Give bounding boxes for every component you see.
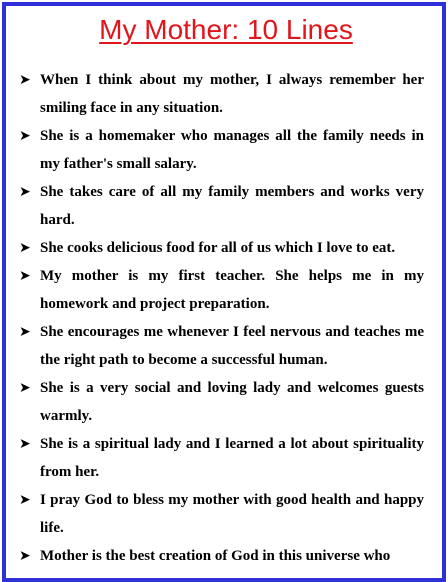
arrow-bullet-icon: ➤ (19, 324, 31, 340)
arrow-bullet-icon: ➤ (19, 268, 31, 284)
page-title (6, 13, 446, 47)
list-item (6, 542, 446, 570)
arrow-bullet-icon: ➤ (19, 436, 31, 452)
list-item (6, 262, 446, 318)
list-item-text: She is a very social and loving lady and welcomes guests warmly. (40, 380, 424, 424)
list-item (6, 486, 446, 542)
lines-list (6, 66, 446, 570)
list-item (6, 234, 446, 262)
list-item-text: My mother is my first teacher. She helps me in my homework and project preparation. (40, 268, 424, 312)
arrow-bullet-icon: ➤ (19, 240, 31, 256)
content-frame (2, 2, 446, 582)
list-item-text: She encourages me whenever I feel nervous and teaches me the right path to become a successful human. (40, 324, 424, 368)
arrow-bullet-icon: ➤ (19, 72, 31, 88)
list-item-text: She is a spiritual lady and I learned a lot about spirituality from her. (40, 436, 424, 480)
arrow-bullet-icon: ➤ (19, 128, 31, 144)
list-item (6, 122, 446, 178)
list-item-text: She cooks delicious food for all of us which I love to eat. (40, 240, 396, 256)
list-item-text: When I think about my mother, I always remember her smiling face in any situation. (40, 72, 424, 116)
list-item (6, 178, 446, 234)
list-item-text: She is a homemaker who manages all the family needs in my father's small salary. (40, 128, 424, 172)
arrow-bullet-icon: ➤ (19, 492, 31, 508)
list-item (6, 318, 446, 374)
list-item-text: I pray God to bless my mother with good health and happy life. (40, 492, 424, 536)
list-item-text: She takes care of all my family members and works very hard. (40, 184, 424, 228)
list-item (6, 66, 446, 122)
arrow-bullet-icon: ➤ (19, 184, 31, 200)
list-item-text: Mother is the best creation of God in this universe who (40, 548, 391, 564)
arrow-bullet-icon: ➤ (19, 380, 31, 396)
list-item (6, 430, 446, 486)
arrow-bullet-icon: ➤ (19, 548, 31, 564)
list-item (6, 374, 446, 430)
page-title-text: My Mother: 10 Lines (99, 14, 353, 45)
